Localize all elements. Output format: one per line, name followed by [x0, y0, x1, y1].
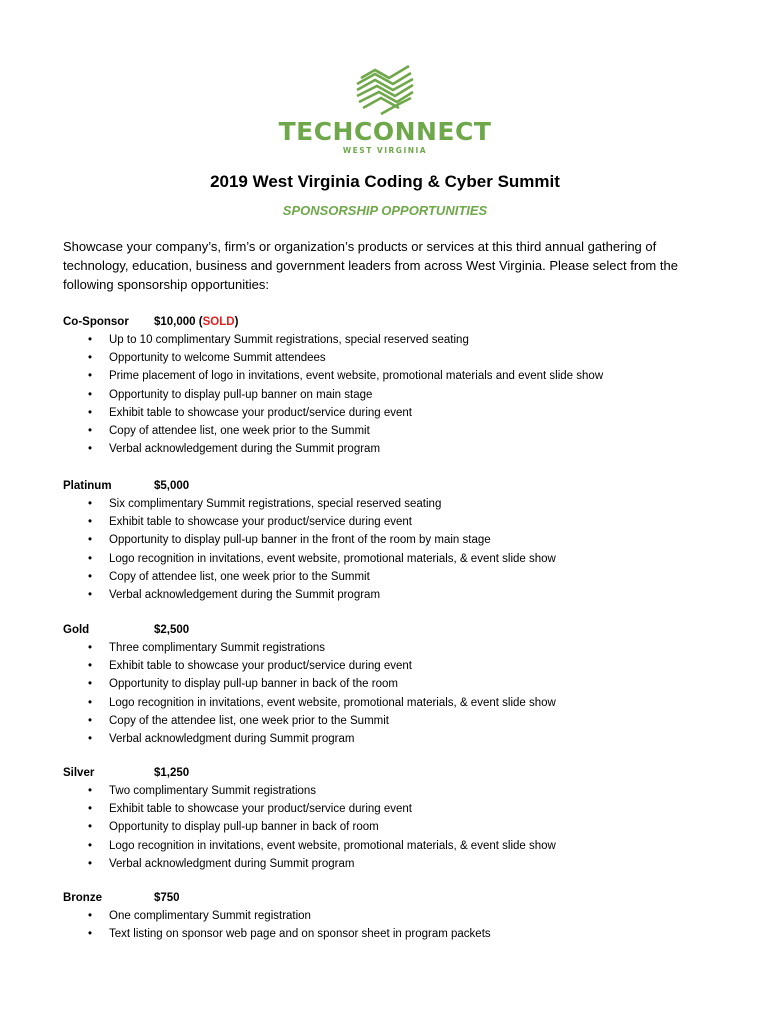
- tier-price: $5,000: [154, 480, 190, 492]
- sold-label: SOLD: [202, 316, 235, 328]
- tier-name: Silver: [63, 767, 95, 779]
- bullet-icon: •: [88, 588, 93, 601]
- benefit-item: [63, 837, 723, 855]
- benefit-text: One complimentary Summit registration: [109, 910, 311, 922]
- bullet-icon: •: [88, 839, 93, 852]
- tier-name: Gold: [63, 624, 90, 636]
- bullet-icon: •: [88, 696, 93, 709]
- tier-header: [63, 313, 723, 331]
- bullet-icon: •: [88, 424, 93, 437]
- benefit-list: [63, 639, 723, 748]
- benefit-text: Text listing on sponsor web page and on sponsor sheet in program packets: [109, 928, 491, 941]
- tier-header: [63, 889, 723, 907]
- tier-name: Platinum: [63, 480, 112, 492]
- tier-name: Co-Sponsor: [63, 316, 129, 328]
- bullet-icon: •: [88, 334, 93, 346]
- tier-gold: [63, 621, 723, 748]
- benefit-text: Verbal acknowledgment during Summit program: [109, 857, 355, 870]
- benefit-text: Exhibit table to showcase your product/service during event: [109, 660, 412, 673]
- bullet-icon: •: [88, 910, 93, 922]
- benefit-text: Three complimentary Summit registrations: [109, 642, 326, 654]
- techconnect-logo: [0, 64, 770, 156]
- bullet-icon: •: [88, 352, 93, 365]
- bullet-icon: •: [88, 406, 93, 419]
- tier-price: $1,250: [154, 767, 190, 779]
- benefit-item: [63, 639, 723, 657]
- benefit-text: Opportunity to welcome Summit attendees: [109, 352, 326, 365]
- benefit-list: [63, 495, 723, 604]
- bullet-icon: •: [88, 642, 93, 654]
- benefit-item: [63, 568, 723, 586]
- tier-header: [63, 621, 723, 639]
- benefit-item: [63, 730, 723, 748]
- benefit-text: Verbal acknowledgement during the Summit program: [109, 588, 381, 601]
- benefit-list: [63, 782, 723, 873]
- bullet-icon: •: [88, 857, 93, 870]
- benefit-list: [63, 907, 723, 943]
- document-subtitle: SPONSORSHIP OPPORTUNITIES: [282, 203, 488, 218]
- logo-subtext: WEST VIRGINIA: [342, 146, 428, 155]
- benefit-item: [63, 657, 723, 675]
- bullet-icon: •: [88, 714, 93, 727]
- benefit-item: [63, 440, 723, 458]
- benefit-text: Copy of attendee list, one week prior to the Summit: [109, 570, 370, 583]
- benefit-text: Opportunity to display pull-up banner in the front of the room by main stage: [109, 534, 491, 547]
- benefit-list: [63, 331, 723, 458]
- bullet-icon: •: [88, 552, 93, 565]
- tier-name: Bronze: [63, 892, 102, 904]
- benefit-text: Exhibit table to showcase your product/service during event: [109, 516, 412, 529]
- benefit-text: Verbal acknowledgement during the Summit program: [109, 443, 381, 456]
- benefit-item: [63, 694, 723, 712]
- benefit-text: Two complimentary Summit registrations: [109, 785, 317, 797]
- layered-chevron-logo-icon: [353, 64, 417, 116]
- bullet-icon: •: [88, 928, 93, 941]
- benefit-text: Logo recognition in invitations, event website, promotional materials, & event slide show: [109, 552, 556, 565]
- tier-price: $2,500: [154, 624, 190, 636]
- benefit-item: [63, 800, 723, 818]
- benefit-item: [63, 782, 723, 800]
- tier-header: [63, 764, 723, 782]
- document-title: 2019 West Virginia Coding & Cyber Summit: [210, 172, 560, 191]
- benefit-item: [63, 404, 723, 422]
- benefit-item: [63, 367, 723, 385]
- benefit-item: [63, 818, 723, 836]
- benefit-text: Copy of the attendee list, one week prior to the Summit: [109, 714, 389, 727]
- benefit-item: [63, 586, 723, 604]
- benefit-item: [63, 495, 723, 513]
- benefit-text: Up to 10 complimentary Summit registrations, special reserved seating: [109, 334, 469, 346]
- bullet-icon: •: [88, 660, 93, 673]
- benefit-item: [63, 550, 723, 568]
- logo-wordmark: TECHCONNECT: [278, 117, 492, 146]
- benefit-text: Six complimentary Summit registrations, special reserved seating: [109, 498, 442, 510]
- bullet-icon: •: [88, 370, 93, 383]
- bullet-icon: •: [88, 498, 93, 510]
- benefit-item: [63, 331, 723, 349]
- tier-price: $10,000 (SOLD): [154, 316, 239, 328]
- benefit-item: [63, 675, 723, 693]
- bullet-icon: •: [88, 732, 93, 745]
- bullet-icon: •: [88, 678, 93, 691]
- benefit-text: Exhibit table to showcase your product/service during event: [109, 406, 412, 419]
- benefit-item: [63, 386, 723, 404]
- benefit-text: Logo recognition in invitations, event website, promotional materials, & event slide show: [109, 696, 556, 709]
- benefit-item: [63, 531, 723, 549]
- bullet-icon: •: [88, 516, 93, 529]
- bullet-icon: •: [88, 443, 93, 456]
- tier-price: $750: [154, 892, 180, 904]
- benefit-text: Logo recognition in invitations, event website, promotional materials, & event slide show: [109, 839, 556, 852]
- benefit-item: [63, 349, 723, 367]
- benefit-text: Prime placement of logo in invitations, event website, promotional materials and event slide show: [109, 370, 604, 383]
- bullet-icon: •: [88, 821, 93, 834]
- benefit-item: [63, 925, 723, 943]
- tier-bronze: [63, 889, 723, 943]
- bullet-icon: •: [88, 388, 93, 401]
- benefit-text: Opportunity to display pull-up banner in back of the room: [109, 678, 398, 691]
- benefit-text: Opportunity to display pull-up banner in back of room: [109, 821, 379, 834]
- benefit-text: Opportunity to display pull-up banner on main stage: [109, 388, 373, 401]
- bullet-icon: •: [88, 785, 93, 797]
- bullet-icon: •: [88, 534, 93, 547]
- benefit-text: Copy of attendee list, one week prior to the Summit: [109, 424, 370, 437]
- bullet-icon: •: [88, 570, 93, 583]
- intro-paragraph: Showcase your company’s, firm’s or organization’s products or services at this third annual gathering of technology, education, business and government leaders from across West Virginia. Please select from the following sponsorship opportunities:: [63, 239, 678, 292]
- tier-silver: [63, 764, 723, 873]
- benefit-item: [63, 907, 723, 925]
- benefit-item: [63, 513, 723, 531]
- tier-co-sponsor: [63, 313, 723, 458]
- bullet-icon: •: [88, 803, 93, 816]
- benefit-text: Verbal acknowledgment during Summit program: [109, 732, 355, 745]
- tier-header: [63, 477, 723, 495]
- tier-platinum: [63, 477, 723, 604]
- benefit-item: [63, 855, 723, 873]
- benefit-text: Exhibit table to showcase your product/service during event: [109, 803, 412, 816]
- benefit-item: [63, 422, 723, 440]
- benefit-item: [63, 712, 723, 730]
